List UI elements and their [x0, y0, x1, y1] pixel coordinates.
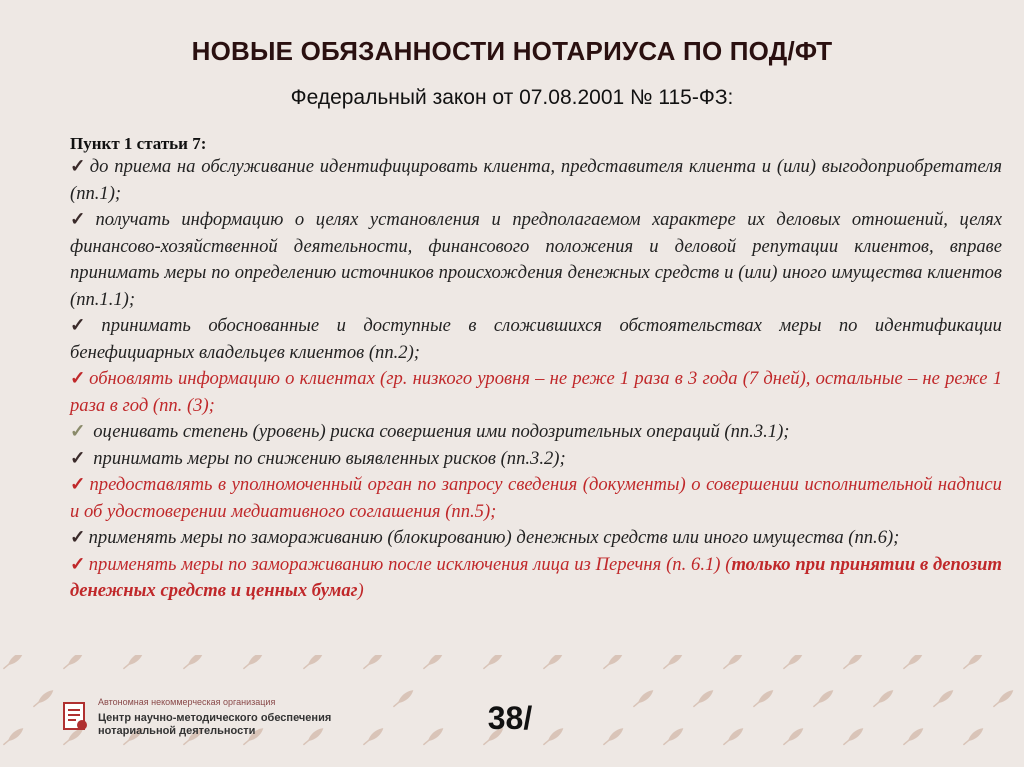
quill-icon — [121, 655, 145, 671]
quill-icon — [541, 655, 565, 671]
checkmark-icon: ✓ — [70, 553, 86, 575]
list-item — [70, 446, 1002, 473]
checkmark-icon: ✓ — [70, 315, 99, 336]
checkmark-icon: ✓ — [70, 156, 87, 177]
quill-icon — [61, 655, 85, 671]
quill-icon — [961, 655, 985, 671]
quill-icon — [721, 726, 745, 747]
quill-icon — [631, 688, 655, 709]
slide-title: НОВЫЕ ОБЯЗАННОСТИ НОТАРИУСА ПО ПОД/ФТ — [191, 36, 833, 66]
list-item — [70, 419, 1002, 446]
list-item — [70, 525, 1002, 552]
list-item — [70, 313, 1002, 366]
item-text: применять меры по замораживанию после исключения лица из Перечня (п. 6.1) ( — [88, 553, 732, 575]
checkmark-icon: ✓ — [70, 447, 86, 469]
item-bold-text: только при принятии в депозит денежных средств и ценных бумаг — [70, 553, 1002, 601]
quill-icon — [721, 655, 745, 671]
checkmark-icon: ✓ — [70, 421, 86, 442]
quill-icon — [601, 726, 625, 747]
slide-subtitle: Федеральный закон от 07.08.2001 № 115-ФЗ: — [290, 86, 734, 109]
quill-icon — [781, 726, 805, 747]
quill-icon — [901, 655, 925, 671]
logo-caption: Автономная некоммерческая организация — [98, 697, 276, 707]
quill-icon — [841, 655, 865, 671]
quill-icon — [871, 688, 895, 709]
section-heading: Пункт 1 статьи 7: — [70, 134, 207, 153]
quill-icon — [301, 655, 325, 671]
item-text: принимать меры по снижению выявленных рисков (пп.3.2); — [88, 447, 566, 469]
quill-icon — [181, 655, 205, 671]
quill-icon — [1, 655, 25, 671]
list-item — [70, 207, 1002, 313]
quill-icon — [781, 655, 805, 671]
quill-icon — [391, 688, 415, 709]
quill-icon — [421, 655, 445, 671]
logo-name-line1: Центр научно-методического обеспечения — [98, 712, 332, 724]
quill-icon — [31, 688, 55, 709]
list-item — [70, 472, 1002, 525]
quill-icon — [841, 726, 865, 747]
item-text: оценивать степень (уровень) риска совершения ими подозрительных операций (пп.3.1); — [88, 421, 790, 442]
item-text: предоставлять в уполномоченный орган по запросу сведения (документы) о совершении исполнительной надписи и об удостоверении медиативного соглашения (пп.5); — [70, 474, 1002, 522]
quill-icon — [361, 726, 385, 747]
logo-name-line2: нотариальной деятельности — [98, 725, 256, 737]
list-item — [70, 552, 1002, 605]
page-number: 38/ — [487, 700, 533, 736]
quill-icon — [811, 688, 835, 709]
checkmark-icon: ✓ — [70, 527, 86, 548]
quill-icon — [601, 655, 625, 671]
quill-icon — [661, 726, 685, 747]
list-item — [70, 366, 1002, 419]
quill-icon — [931, 688, 955, 709]
document-seal-icon — [62, 701, 90, 733]
item-text: до приема на обслуживание идентифицировать клиента, представителя клиента и (или) выгодоприобретателя (пп.1); — [70, 156, 1002, 204]
quill-icon — [481, 655, 505, 671]
checkmark-icon: ✓ — [70, 368, 87, 389]
content — [70, 133, 1002, 605]
quill-icon — [661, 655, 685, 671]
item-text: обновлять информацию о клиентах (гр. низкого уровня – не реже 1 раза в 3 года (7 дней), остальные – не реже 1 раза в год (пп. (3); — [70, 368, 1002, 416]
organization-logo — [62, 697, 332, 743]
checkmark-icon: ✓ — [70, 209, 93, 230]
item-text-tail: ) — [357, 580, 364, 601]
list-item — [70, 154, 1002, 207]
quill-icon — [1, 726, 25, 747]
item-text: принимать обоснованные и доступные в сложившихся обстоятельствах меры по идентификации бенефициарных владельцев клиентов (пп.2); — [70, 315, 1002, 363]
item-text: получать информацию о целях установления и предполагаемом характере их деловых отношений, целях финансово-хозяйственной деятельности, финансового положения и деловой репутации клиентов, вправе принимать меры по определению источников происхождения денежных средств и (или) иного имущества клиентов (пп.1.1); — [70, 209, 1002, 310]
quill-icon — [691, 688, 715, 709]
item-text: применять меры по замораживанию (блокированию) денежных средств или иного имущества (пп.6); — [88, 527, 900, 548]
quill-icon — [751, 688, 775, 709]
quill-icon — [991, 688, 1015, 709]
quill-icon — [901, 726, 925, 747]
checkmark-icon: ✓ — [70, 474, 87, 495]
quill-icon — [961, 726, 985, 747]
quill-icon — [241, 655, 265, 671]
quill-icon — [361, 655, 385, 671]
